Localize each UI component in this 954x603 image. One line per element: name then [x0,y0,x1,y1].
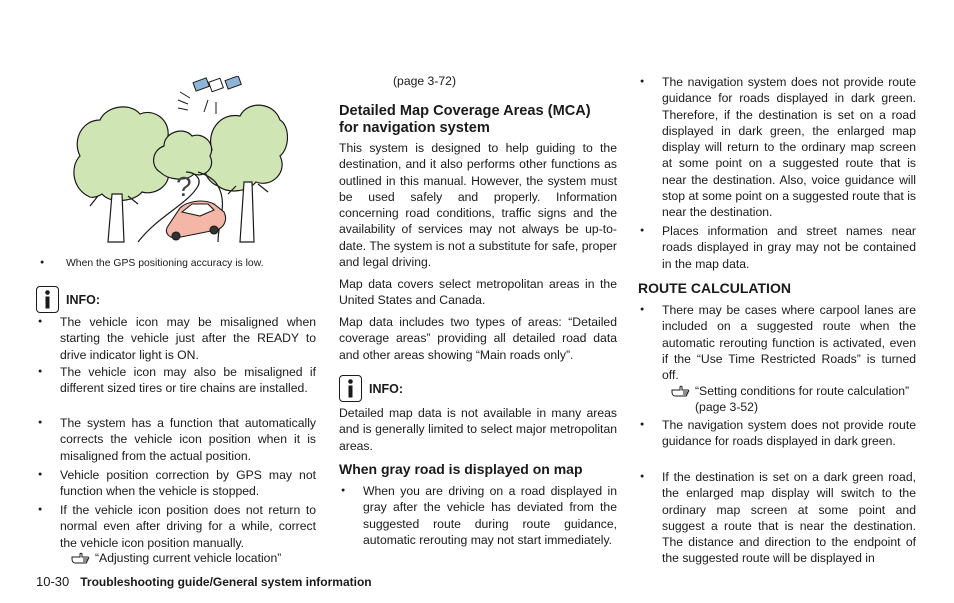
reference-text: “Setting conditions for route calculation” (page 3-52) [695,384,910,415]
reference-pointer-icon [671,384,691,398]
paragraph: Map data includes two types of areas: “Detailed coverage areas” providing all detailed road data and other areas showing “Main roads only”. [339,315,617,362]
car-icon [166,201,225,240]
section-heading: Detailed Map Coverage Areas (MCA) for navigation system [339,103,591,136]
page-number: 10-30 [36,574,70,589]
info-icon [36,286,59,313]
cross-reference [671,383,940,416]
question-mark-icon: ? [176,171,192,202]
section-heading: ROUTE CALCULATION [638,280,791,296]
satellite-icon [193,76,241,92]
paragraph: Map data covers select metropolitan areas in the United States and Canada. [339,277,617,308]
figure-caption: ● When the GPS positioning accuracy is low. [36,258,348,269]
list-item: ● If the destination is set on a dark green road, the enlarged map display will switch to the ordinary map screen at some point and suggest a route that is near the destination. The distance and direction to the endpoint of the suggested route will be displayed in [638,469,916,567]
info-label: INFO: [66,292,101,307]
gps-low-accuracy-illustration [68,76,288,244]
info-header [36,286,100,313]
chapter-title: Troubleshooting guide/General system information [80,575,372,589]
list-item: ● When you are driving on a road displayed in gray after the vehicle has deviated from the suggested route during route guidance, automatic rerouting may not start immediately. [339,483,617,548]
info-icon [339,375,362,402]
cross-reference [71,550,342,566]
list-item: ● The navigation system does not provide route guidance for roads displayed in dark green. [638,417,916,450]
continuation-text: (page 3-72) [393,74,457,88]
reference-text: “Adjusting current vehicle location” [95,551,282,565]
page-footer [36,574,372,589]
list-item: ● The navigation system does not provide route guidance for roads displayed in dark green. Therefore, if the destination is set on a road displayed in dark green, the enlarged map display will return to the ordinary map screen at some point on a suggested route that is near the destination. Also, voice guidance will stop at some point on a suggested route that is near the destination. [638,74,916,221]
info-label: INFO: [369,381,404,396]
list-item: ● There may be cases where carpool lanes are included on a suggested route when the automatic rerouting function is activated, even if the “Use Time Restricted Roads” is turned off. [638,302,916,383]
list-item: ● The system has a function that automatically corrects the vehicle icon position when it is misaligned from the actual position. [36,415,316,464]
list-item: ● If the vehicle icon position does not return to normal even after driving for a while, correct the vehicle icon position manually. [36,502,316,551]
list-item: ● Places information and street names near roads displayed in gray may not be contained in the map data. [638,223,916,272]
list-item: ● Vehicle position correction by GPS may not function when the vehicle is stopped. [36,467,316,500]
paragraph: This system is designed to help guiding to the destination, and it also performs other functions as outlined in this manual. However, the system must be used safely and properly. Information concerning road conditions, traffic signs and the availability of services may not always be up-to-date. The system is not a substitute for safe, proper and legal driving. [339,141,617,270]
list-item: ● The vehicle icon may be misaligned when starting the vehicle just after the READY to drive indicator light is ON. [36,314,316,363]
info-header [339,375,403,402]
reference-pointer-icon [71,551,91,565]
signal-waves-icon [178,92,216,114]
subsection-heading: When gray road is displayed on map [339,461,583,477]
list-item: ● The vehicle icon may also be misaligned if different sized tires or tire chains are installed. [36,364,316,397]
info-text: Detailed map data is not available in many areas and is generally limited to select major metropolitan areas. [339,406,617,453]
